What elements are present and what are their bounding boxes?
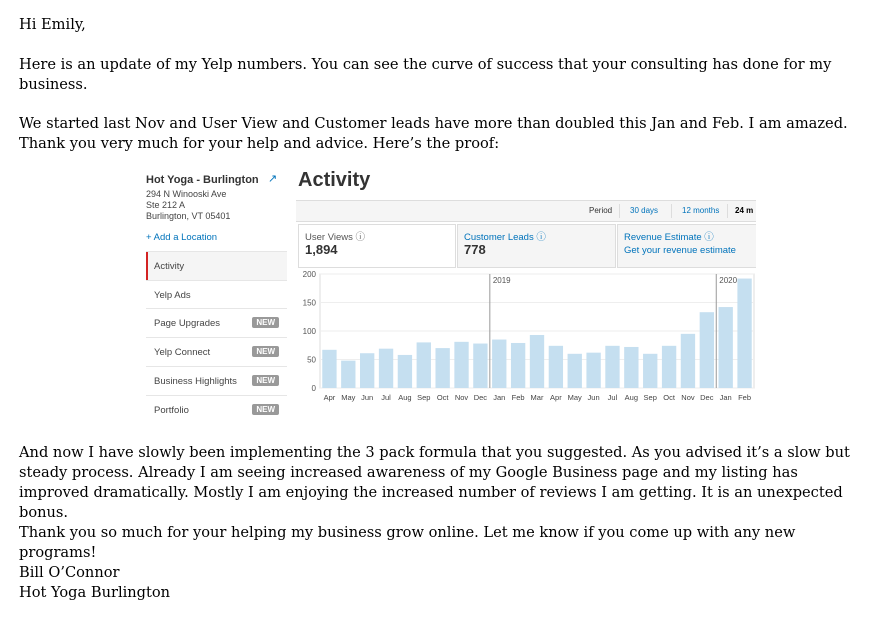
x-tick-label: Sep xyxy=(417,393,431,402)
nav-item-business-highlights[interactable] xyxy=(146,366,287,395)
revenue-estimate-link[interactable]: Get your revenue estimate xyxy=(624,245,736,256)
period-12-months[interactable]: 12 months xyxy=(682,206,720,215)
x-tick-label: Aug xyxy=(398,393,412,402)
new-badge: NEW xyxy=(252,404,279,415)
bar xyxy=(643,354,657,388)
bar xyxy=(360,353,374,388)
nav-item-label: Page Upgrades xyxy=(154,318,221,329)
bar xyxy=(379,349,393,388)
nav-item-activity[interactable] xyxy=(146,251,287,280)
new-badge: NEW xyxy=(252,346,279,357)
bar xyxy=(417,342,431,388)
x-tick-label: Oct xyxy=(663,393,675,402)
period-24-months[interactable]: 24 m xyxy=(735,206,754,215)
x-tick-label: Oct xyxy=(436,393,449,402)
x-tick-label: Nov xyxy=(454,393,469,402)
bar xyxy=(586,353,600,388)
x-tick-label: Apr xyxy=(323,393,336,402)
y-tick-label: 0 xyxy=(311,384,316,393)
x-tick-label: Jun xyxy=(587,393,600,402)
bar xyxy=(737,279,751,388)
bar xyxy=(398,355,412,388)
nav-item-label: Portfolio xyxy=(154,405,189,416)
x-tick-label: Jul xyxy=(381,393,391,402)
stat-label: Revenue Estimate ⓘ xyxy=(624,232,714,243)
bar xyxy=(341,361,355,388)
bar xyxy=(605,346,619,388)
x-tick-label: Feb xyxy=(511,393,525,402)
bar xyxy=(530,335,544,388)
x-tick-label: Sep xyxy=(643,393,657,402)
x-tick-label: Aug xyxy=(624,393,639,402)
new-badge: NEW xyxy=(252,375,279,386)
period-30-days[interactable]: 30 days xyxy=(630,206,659,215)
y-tick-label: 150 xyxy=(302,298,316,308)
stat-customer-leads[interactable] xyxy=(457,224,616,268)
stat-value: 778 xyxy=(464,242,486,257)
nav-item-yelp-ads[interactable] xyxy=(146,280,287,309)
bar xyxy=(511,343,525,388)
stat-label: Customer Leads ⓘ xyxy=(464,232,546,243)
nav-item-label: Yelp Ads xyxy=(154,290,191,301)
bar xyxy=(473,344,487,388)
nav-item-label: Activity xyxy=(154,261,185,272)
x-tick-label: Nov xyxy=(681,393,695,402)
bar xyxy=(662,346,676,388)
nav-item-page-upgrades[interactable] xyxy=(146,308,287,337)
x-tick-label: Dec xyxy=(700,393,714,402)
bar xyxy=(492,340,506,388)
y-tick-label: 200 xyxy=(302,270,316,279)
new-badge: NEW xyxy=(252,317,279,328)
address-line-3: Burlington, VT 05401 xyxy=(146,211,231,221)
x-tick-label: Apr xyxy=(550,393,562,402)
paragraph-3-pack: And now I have slowly been implementing the 3 pack formula that you suggested. As you advised it’s a slow but steady process. Already I am seeing increased awareness of my Google Business page and my listing has improved dramatically. Mostly I am enjoying the increased number of reviews I am getting. It is an unexpected bonus. xyxy=(19,444,850,521)
x-tick-label: Jan xyxy=(719,393,732,402)
period-label: Period xyxy=(589,206,613,215)
x-tick-label: May xyxy=(567,393,582,402)
bar xyxy=(322,350,336,388)
bar xyxy=(568,354,582,388)
bar xyxy=(549,346,563,388)
yelp-activity-screenshot xyxy=(141,166,756,416)
bar xyxy=(435,348,449,388)
bar xyxy=(681,334,695,388)
x-tick-label: Jul xyxy=(607,393,618,402)
stat-label: User Views ⓘ xyxy=(305,232,366,243)
paragraph-intro: Here is an update of my Yelp numbers. You can see the curve of success that your consulting has done for my business. xyxy=(19,56,832,93)
greeting: Hi Emily, xyxy=(19,16,86,33)
signature-company: Hot Yoga Burlington xyxy=(19,584,171,601)
bar xyxy=(624,347,638,388)
nav-item-label: Business Highlights xyxy=(154,376,237,387)
address-line-2: Ste 212 A xyxy=(146,200,186,210)
x-tick-label: Dec xyxy=(473,393,488,402)
paragraph-thanks: Thank you so much for your helping my business grow online. Let me know if you come up with any new programs! xyxy=(19,524,796,561)
bar xyxy=(700,312,714,388)
stat-user-views[interactable] xyxy=(298,224,456,268)
add-location-link[interactable]: + Add a Location xyxy=(146,232,218,243)
bar xyxy=(719,307,733,388)
signature-name: Bill O’Connor xyxy=(19,564,120,581)
divider xyxy=(619,204,620,218)
bar xyxy=(454,342,468,388)
stat-revenue-estimate[interactable] xyxy=(617,224,756,268)
x-tick-label: Mar xyxy=(530,393,544,402)
nav-item-portfolio[interactable] xyxy=(146,395,287,416)
x-tick-label: Jun xyxy=(361,393,374,402)
year-marker-label: 2019 xyxy=(492,276,511,285)
activity-title: Activity xyxy=(298,169,371,191)
year-marker-label: 2020 xyxy=(719,276,738,285)
x-tick-label: May xyxy=(341,393,356,402)
y-tick-label: 100 xyxy=(302,327,316,336)
business-name: Hot Yoga - Burlington xyxy=(146,174,259,186)
period-selector xyxy=(296,200,756,222)
x-tick-label: Jan xyxy=(493,393,506,402)
yelp-sidebar xyxy=(141,166,289,416)
address-line-1: 294 N Winooski Ave xyxy=(146,189,227,199)
activity-panel xyxy=(296,166,756,416)
nav-item-yelp-connect[interactable] xyxy=(146,337,287,366)
paragraph-results: We started last Nov and User View and Customer leads have more than doubled this Jan and Feb. I am amazed. Thank you very much for your help and advice. Here’s the proof: xyxy=(19,115,848,152)
activity-bar-chart xyxy=(296,270,756,414)
nav-item-label: Yelp Connect xyxy=(154,347,211,358)
external-link-icon: ↗ xyxy=(268,173,278,185)
y-tick-label: 50 xyxy=(307,355,316,365)
signature xyxy=(19,563,869,603)
divider xyxy=(671,204,672,218)
x-tick-label: Feb xyxy=(738,393,752,402)
divider xyxy=(727,204,728,218)
stat-value: 1,894 xyxy=(305,242,338,257)
